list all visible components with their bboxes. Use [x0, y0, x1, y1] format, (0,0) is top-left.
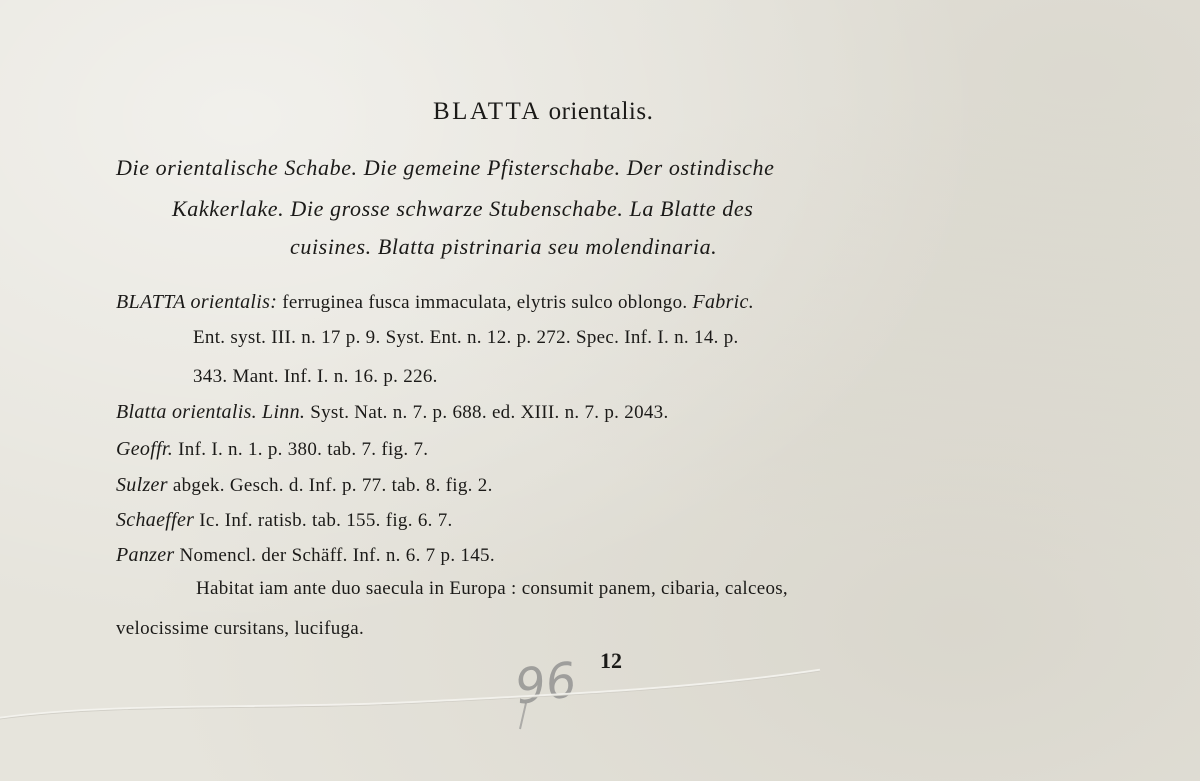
- stray-thread: [0, 640, 1200, 720]
- genus-name: BLATTA: [433, 98, 542, 125]
- habitat-line-2: velocissime cursitans, lucifuga.: [116, 618, 365, 639]
- common-names-line-3: cuisines. Blatta pistrinaria seu molendinaria.: [290, 234, 718, 259]
- reference-text: Syst. Nat. n. 7. p. 688. ed. XIII. n. 7. p. 2043.: [305, 402, 669, 423]
- reference-text: Inf. I. n. 1. p. 380. tab. 7. fig. 7.: [173, 439, 429, 460]
- reference-continuation-1: Ent. syst. III. n. 17 p. 9. Syst. Ent. n. 12. p. 272. Spec. Inf. I. n. 14. p.: [193, 327, 739, 348]
- species-heading: [433, 98, 653, 126]
- reference-author: Fabric.: [692, 291, 755, 313]
- thread-line: [0, 670, 820, 718]
- reference-text: Ic. Inf. ratisb. tab. 155. fig. 6. 7.: [194, 510, 453, 531]
- common-names-line-2: Kakkerlake. Die grosse schwarze Stubenschabe. La Blatte des: [172, 196, 754, 221]
- reference-text: abgek. Gesch. d. Inf. p. 77. tab. 8. fig. 2.: [167, 475, 493, 496]
- reference-author: Schaeffer: [116, 509, 195, 531]
- reference-linnaeus: [116, 401, 669, 424]
- reference-panzer: [116, 544, 495, 567]
- reference-sulzer: [116, 474, 493, 497]
- reference-author: Linn.: [262, 401, 306, 423]
- thread-shadow: [0, 671, 820, 719]
- reference-author: Panzer: [116, 544, 175, 566]
- reference-schaeffer: [116, 509, 453, 532]
- reference-text: ferruginea fusca immaculata, elytris sulco oblongo.: [277, 292, 688, 313]
- reference-author: Sulzer: [116, 474, 168, 496]
- reference-continuation-2: 343. Mant. Inf. I. n. 16. p. 226.: [193, 366, 438, 387]
- reference-geoffroy: [116, 438, 428, 461]
- species-name: orientalis.: [548, 98, 654, 125]
- page-number: 12: [600, 648, 622, 673]
- reference-fabricius: [116, 291, 754, 314]
- pencil-note-text: 96: [512, 651, 581, 716]
- reference-text: Nomencl. der Schäff. Inf. n. 6. 7 p. 145.: [174, 545, 495, 566]
- reference-name: BLATTA orientalis:: [116, 291, 278, 313]
- habitat-line-1: Habitat iam ante duo saecula in Europa : consumit panem, cibaria, calceos,: [196, 578, 788, 599]
- reference-name: Blatta orientalis.: [116, 401, 257, 423]
- common-names-line-1: Die orientalische Schabe. Die gemeine Pfisterschabe. Der ostindische: [116, 155, 775, 180]
- reference-author: Geoffr.: [116, 438, 174, 460]
